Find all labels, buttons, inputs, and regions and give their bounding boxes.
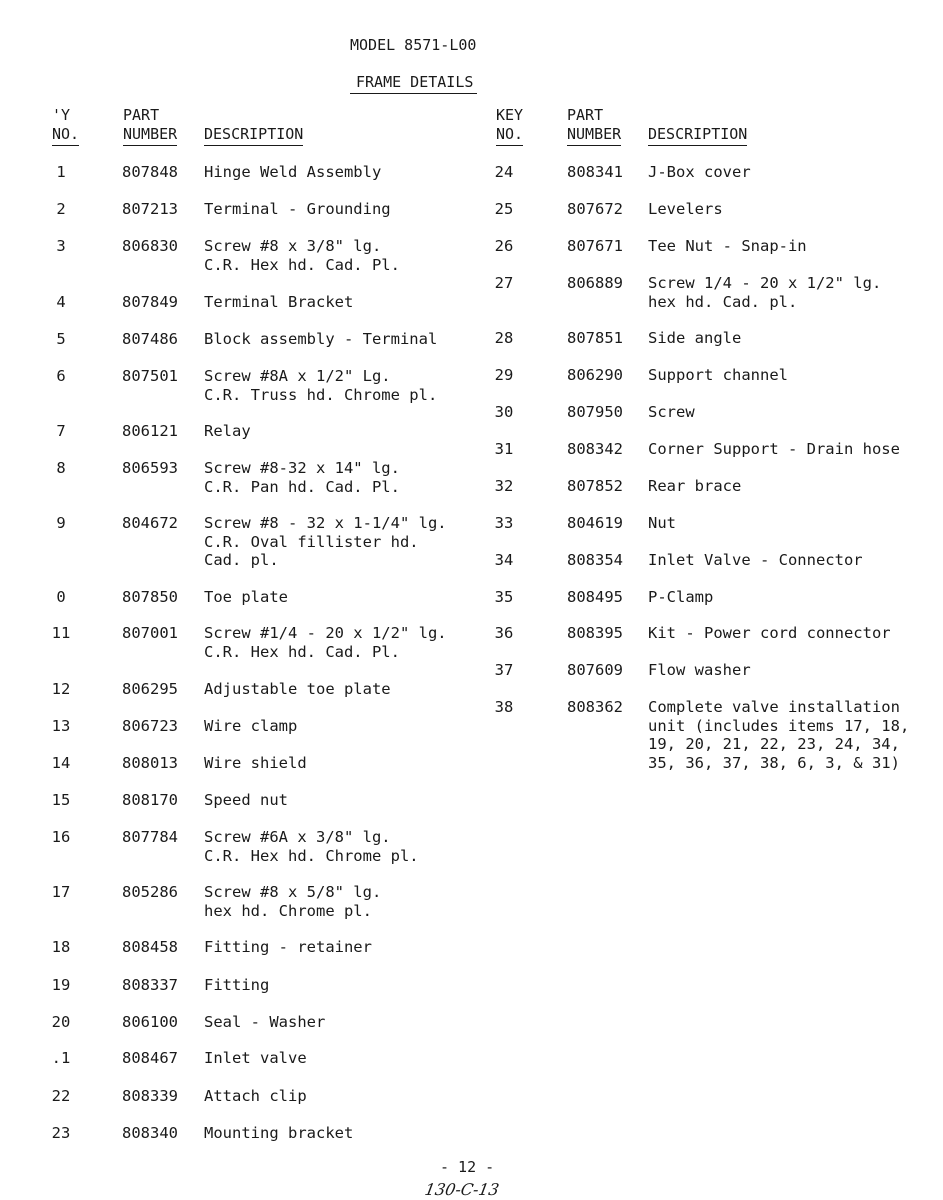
part-description: Screw #1/4 - 20 x 1/2" lg. C.R. Hex hd. Cad. Pl.: [204, 624, 447, 661]
handwritten-note: 130-C-13: [423, 1180, 501, 1199]
part-number: 808342: [567, 440, 623, 458]
part-number: 807501: [122, 367, 178, 385]
key-number: 5: [56, 330, 66, 348]
key-number: 7: [56, 422, 66, 440]
part-number: 805286: [122, 883, 178, 901]
key-number: 36: [494, 624, 514, 642]
part-description: Terminal Bracket: [204, 293, 354, 311]
part-number: 807609: [567, 661, 623, 679]
right-desc-header: [648, 125, 747, 146]
part-number: 807950: [567, 403, 623, 421]
right-part-header: [567, 106, 621, 146]
part-description: Inlet Valve - Connector: [648, 551, 863, 569]
key-number: 24: [494, 163, 514, 181]
part-description: Side angle: [648, 329, 742, 347]
part-number: 804672: [122, 514, 178, 532]
part-number: 807213: [122, 200, 178, 218]
right-key-header: [496, 106, 523, 146]
part-description: Seal - Washer: [204, 1013, 326, 1031]
part-description: Attach clip: [204, 1087, 307, 1105]
part-number: 806290: [567, 366, 623, 384]
part-description: P-Clamp: [648, 588, 714, 606]
key-number: 17: [51, 883, 71, 901]
part-description: Tee Nut - Snap-in: [648, 237, 807, 255]
right-key-header-line1: KEY: [496, 106, 524, 124]
key-number: 29: [494, 366, 514, 384]
part-number: 806889: [567, 274, 623, 292]
right-desc-header-label: DESCRIPTION: [648, 125, 747, 146]
key-number: 20: [51, 1013, 71, 1031]
part-number: 807672: [567, 200, 623, 218]
key-number: 11: [51, 624, 71, 642]
key-number: 18: [51, 938, 71, 956]
key-number: 35: [494, 588, 514, 606]
key-number: 9: [56, 514, 66, 532]
right-key-header-line2: NO.: [496, 125, 523, 146]
part-description: Nut: [648, 514, 676, 532]
part-description: Terminal - Grounding: [204, 200, 391, 218]
key-number: 26: [494, 237, 514, 255]
left-part-header: [123, 106, 177, 146]
part-description: J-Box cover: [648, 163, 751, 181]
part-number: 806593: [122, 459, 178, 477]
part-description: Levelers: [648, 200, 723, 218]
part-number: 806121: [122, 422, 178, 440]
part-description: Fitting - retainer: [204, 938, 372, 956]
part-number: 808170: [122, 791, 178, 809]
part-number: 808340: [122, 1124, 178, 1142]
part-description: Screw #8-32 x 14" lg. C.R. Pan hd. Cad. Pl.: [204, 459, 400, 496]
key-number: 14: [51, 754, 71, 772]
key-number: 28: [494, 329, 514, 347]
key-number: 37: [494, 661, 514, 679]
part-description: Screw #8 x 3/8" lg. C.R. Hex hd. Cad. Pl.: [204, 237, 400, 274]
part-description: Screw: [648, 403, 695, 421]
key-number: 30: [494, 403, 514, 421]
key-number: 3: [56, 237, 66, 255]
part-description: Hinge Weld Assembly: [204, 163, 382, 181]
part-description: Screw 1/4 - 20 x 1/2" lg. hex hd. Cad. pl.: [648, 274, 882, 311]
key-number: 19: [51, 976, 71, 994]
key-number: 12: [51, 680, 71, 698]
right-part-header-line1: PART: [567, 106, 604, 124]
part-number: 807851: [567, 329, 623, 347]
left-key-header-line1: 'Y: [52, 106, 71, 124]
key-number: 2: [56, 200, 66, 218]
part-description: Flow washer: [648, 661, 751, 679]
key-number: 8: [56, 459, 66, 477]
key-number: 32: [494, 477, 514, 495]
part-description: Relay: [204, 422, 251, 440]
key-number: 0: [56, 588, 66, 606]
part-number: 808395: [567, 624, 623, 642]
part-description: Speed nut: [204, 791, 288, 809]
part-number: 807850: [122, 588, 178, 606]
key-number: 27: [494, 274, 514, 292]
part-number: 808337: [122, 976, 178, 994]
part-description: Block assembly - Terminal: [204, 330, 438, 348]
part-description: Screw #8 - 32 x 1-1/4" lg. C.R. Oval fillister hd. Cad. pl.: [204, 514, 447, 569]
part-description: Support channel: [648, 366, 788, 384]
right-part-header-line2: NUMBER: [567, 125, 621, 146]
part-number: 806100: [122, 1013, 178, 1031]
key-number: .1: [51, 1049, 71, 1067]
part-number: 807671: [567, 237, 623, 255]
part-description: Adjustable toe plate: [204, 680, 391, 698]
page-number: - 12 -: [440, 1158, 495, 1176]
key-number: 23: [51, 1124, 71, 1142]
part-description: Screw #8A x 1/2" Lg. C.R. Truss hd. Chrome pl.: [204, 367, 438, 404]
part-description: Fitting: [204, 976, 270, 994]
key-number: 38: [494, 698, 514, 716]
part-description: Mounting bracket: [204, 1124, 354, 1142]
key-number: 6: [56, 367, 66, 385]
key-number: 16: [51, 828, 71, 846]
key-number: 13: [51, 717, 71, 735]
part-number: 808341: [567, 163, 623, 181]
part-number: 808339: [122, 1087, 178, 1105]
key-number: 31: [494, 440, 514, 458]
key-number: 22: [51, 1087, 71, 1105]
part-description: Complete valve installation unit (includes items 17, 18, 19, 20, 21, 22, 23, 24, 34, 35, 36, 37, 38, 6, 3, & 31): [648, 698, 910, 772]
part-description: Kit - Power cord connector: [648, 624, 891, 642]
key-number: 1: [56, 163, 66, 181]
part-number: 808013: [122, 754, 178, 772]
part-description: Wire clamp: [204, 717, 298, 735]
left-part-header-line1: PART: [123, 106, 160, 124]
part-number: 807784: [122, 828, 178, 846]
key-number: 15: [51, 791, 71, 809]
key-number: 25: [494, 200, 514, 218]
part-number: 806830: [122, 237, 178, 255]
part-description: Inlet valve: [204, 1049, 307, 1067]
left-part-header-line2: NUMBER: [123, 125, 177, 146]
part-number: 808467: [122, 1049, 178, 1067]
part-description: Corner Support - Drain hose: [648, 440, 900, 458]
left-desc-header: [204, 125, 303, 146]
part-number: 807848: [122, 163, 178, 181]
part-number: 806295: [122, 680, 178, 698]
part-description: Rear brace: [648, 477, 742, 495]
part-number: 807849: [122, 293, 178, 311]
left-key-header-line2: NO.: [52, 125, 79, 146]
part-number: 806723: [122, 717, 178, 735]
key-number: 33: [494, 514, 514, 532]
section-title: FRAME DETAILS: [350, 73, 477, 94]
part-number: 808458: [122, 938, 178, 956]
part-number: 807486: [122, 330, 178, 348]
part-number: 807001: [122, 624, 178, 642]
part-description: Wire shield: [204, 754, 307, 772]
key-number: 4: [56, 293, 66, 311]
part-description: Screw #6A x 3/8" lg. C.R. Hex hd. Chrome pl.: [204, 828, 419, 865]
key-number: 34: [494, 551, 514, 569]
part-number: 808354: [567, 551, 623, 569]
part-number: 807852: [567, 477, 623, 495]
left-key-header: [52, 106, 79, 146]
part-description: Screw #8 x 5/8" lg. hex hd. Chrome pl.: [204, 883, 382, 920]
model-title: MODEL 8571-L00: [350, 36, 477, 54]
part-number: 804619: [567, 514, 623, 532]
part-number: 808362: [567, 698, 623, 716]
part-number: 808495: [567, 588, 623, 606]
left-desc-header-label: DESCRIPTION: [204, 125, 303, 146]
part-description: Toe plate: [204, 588, 288, 606]
